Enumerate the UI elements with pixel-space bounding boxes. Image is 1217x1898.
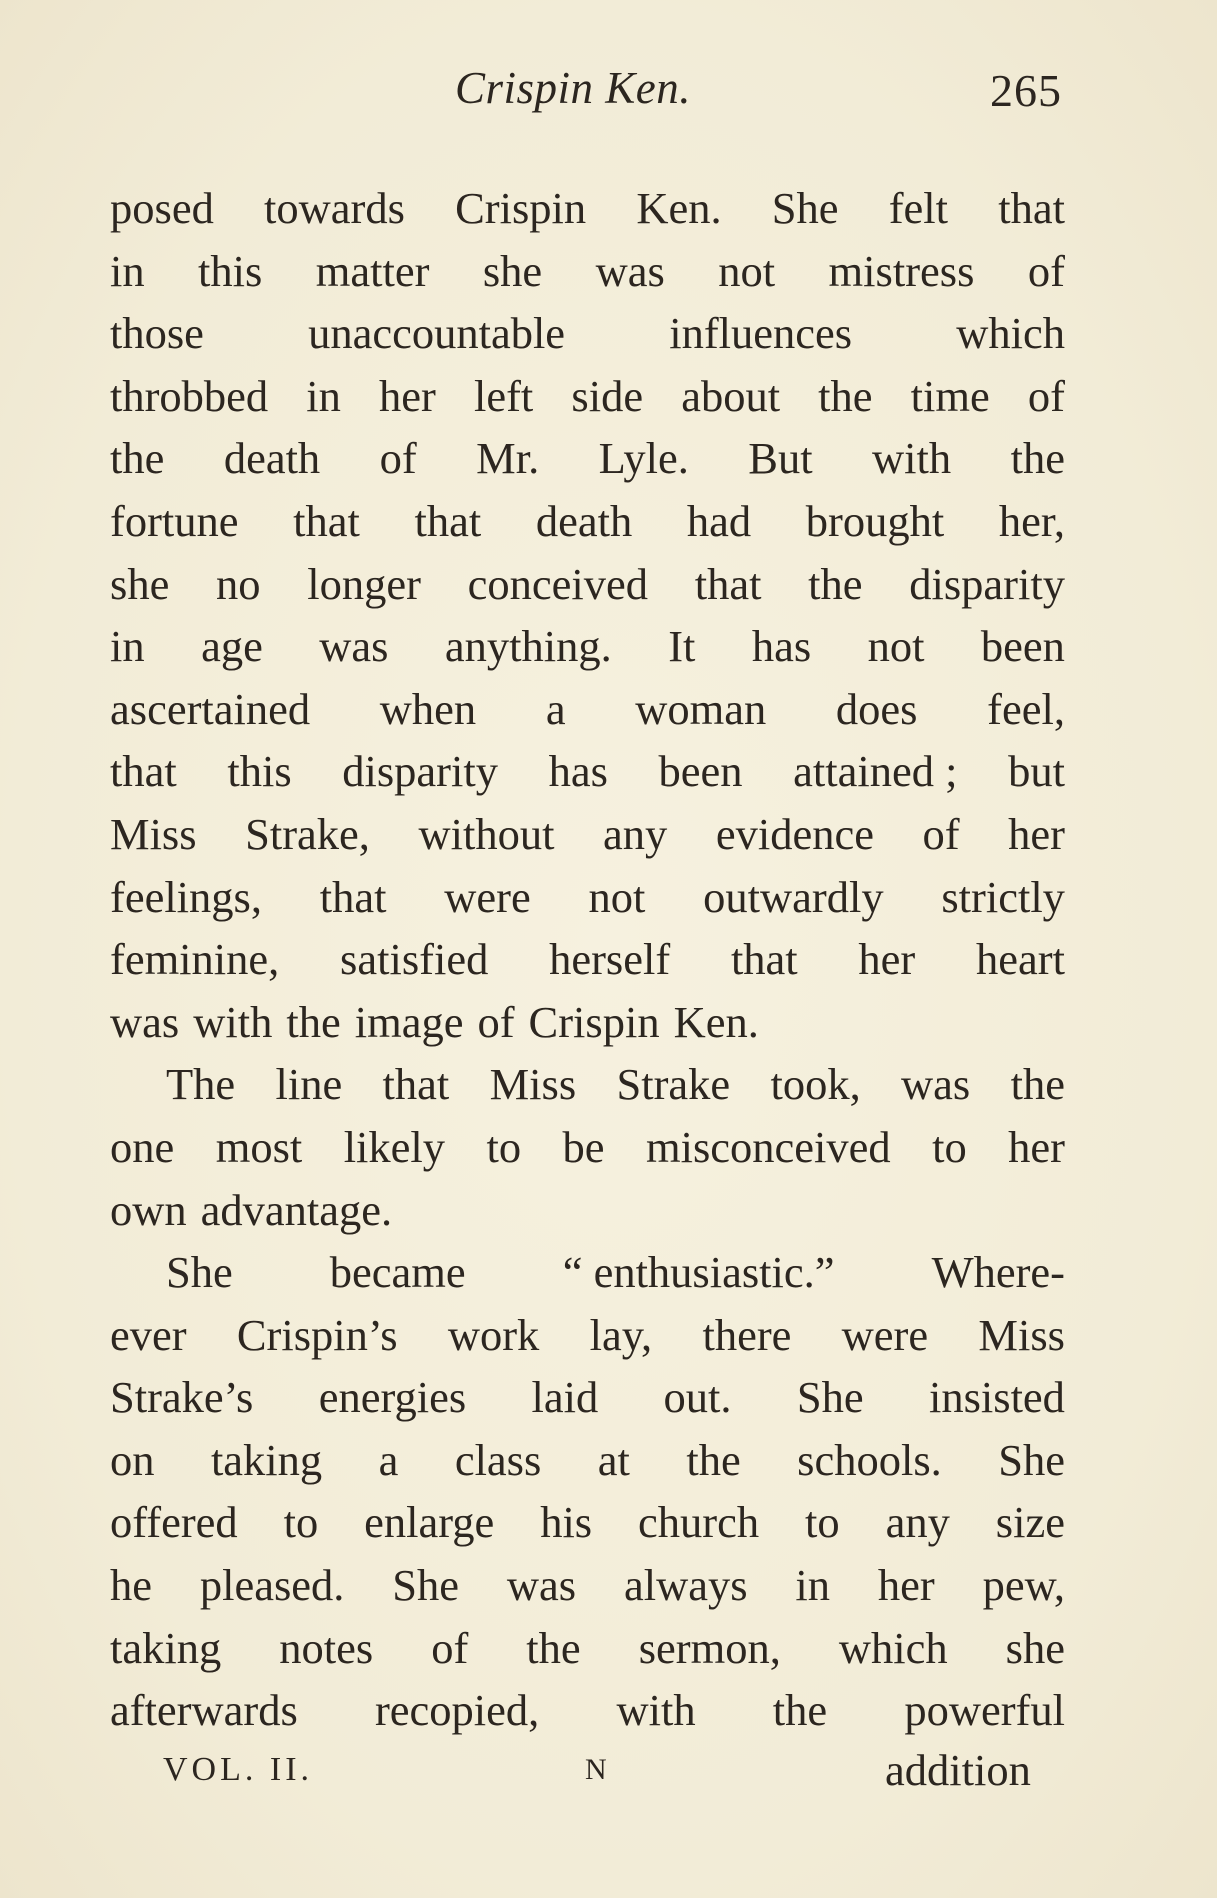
word: she — [110, 558, 170, 609]
word: throbbed — [110, 370, 269, 421]
volume-mark: VOL. II. — [163, 1751, 314, 1788]
word: size — [995, 1497, 1065, 1548]
text-line — [110, 490, 1065, 553]
word: of — [431, 1622, 469, 1673]
body-text — [110, 177, 1065, 1742]
word: her — [1008, 1121, 1065, 1172]
word: church — [638, 1497, 760, 1548]
word: in — [110, 245, 145, 296]
text-line — [110, 1491, 1065, 1554]
word: was — [110, 996, 180, 1047]
word: posed — [110, 183, 214, 233]
word: Strake, — [245, 808, 370, 859]
text-line — [110, 1554, 1065, 1617]
word: does — [835, 683, 918, 734]
word: heart — [976, 934, 1065, 985]
word: taking — [210, 1434, 323, 1485]
word: feminine, — [110, 934, 280, 985]
word: strictly — [941, 871, 1065, 922]
word: was — [319, 621, 389, 672]
text-line — [110, 678, 1065, 741]
word: Strake — [616, 1059, 731, 1110]
word: feel, — [987, 683, 1065, 734]
text-line — [110, 615, 1065, 678]
word: disparity — [342, 746, 498, 797]
word: time — [910, 370, 990, 421]
word: she — [1005, 1622, 1065, 1673]
word: that — [293, 495, 360, 546]
word: that — [998, 183, 1065, 233]
page-number: 265 — [990, 65, 1062, 116]
word: powerful — [904, 1685, 1065, 1736]
text-line — [110, 240, 1065, 303]
word: were — [841, 1309, 929, 1360]
word: unaccountable — [308, 308, 566, 359]
word: age — [201, 621, 263, 672]
word: out. — [663, 1372, 732, 1423]
word: fortune — [110, 495, 239, 546]
word: in — [110, 621, 145, 672]
catchword: addition — [885, 1745, 1031, 1795]
text-line — [110, 1116, 1065, 1179]
word: own — [110, 1184, 187, 1235]
word: advantage. — [200, 1184, 393, 1235]
word: not — [718, 245, 776, 296]
word: not — [588, 871, 646, 922]
word: longer — [307, 558, 421, 609]
word: to — [283, 1497, 319, 1548]
word: to — [932, 1121, 967, 1172]
word: Miss — [978, 1309, 1065, 1360]
word: her, — [998, 495, 1065, 546]
word: that — [110, 746, 177, 797]
word: She — [166, 1247, 233, 1298]
word: taking — [110, 1622, 222, 1673]
text-line — [110, 991, 1065, 1054]
word: always — [623, 1560, 748, 1611]
text-line — [110, 928, 1065, 991]
word: ever — [110, 1309, 187, 1360]
word: had — [686, 495, 752, 546]
text-line — [110, 1617, 1065, 1680]
word: pew, — [982, 1560, 1065, 1611]
word: Mr. — [476, 433, 540, 484]
word: towards — [264, 183, 405, 233]
word: mistress — [828, 245, 975, 296]
word: It — [668, 621, 696, 672]
word: that — [730, 934, 798, 985]
word: has — [751, 621, 812, 672]
word: the — [772, 1685, 828, 1736]
word: the — [818, 370, 873, 421]
running-title: Crispin Ken. — [455, 63, 692, 113]
word: She — [998, 1434, 1065, 1485]
word: the — [1010, 1059, 1065, 1110]
word: that — [694, 558, 762, 609]
word: not — [867, 621, 925, 672]
word: one — [110, 1121, 175, 1172]
word: when — [379, 683, 477, 734]
word: he — [110, 1560, 153, 1611]
word: with — [872, 433, 952, 484]
text-line — [110, 1304, 1065, 1367]
word: a — [545, 683, 566, 734]
word: line — [275, 1059, 343, 1110]
word: anything. — [444, 621, 612, 672]
word: her — [1008, 808, 1065, 859]
word: she — [482, 245, 543, 296]
word: image — [354, 996, 464, 1047]
word: Crispin — [528, 996, 660, 1047]
word: her — [877, 1560, 935, 1611]
word: notes — [279, 1622, 374, 1673]
word: matter — [315, 245, 430, 296]
word: death — [535, 495, 633, 546]
word: Crispin — [455, 183, 587, 233]
word: Where- — [931, 1247, 1065, 1298]
word: work — [447, 1309, 540, 1360]
text-line — [110, 1053, 1065, 1116]
word: be — [562, 1121, 605, 1172]
word: in — [795, 1560, 831, 1611]
word: Ken. — [673, 996, 759, 1047]
word: with — [616, 1685, 696, 1736]
text-line — [110, 1679, 1065, 1742]
word: of — [379, 433, 417, 484]
text-line — [110, 803, 1065, 866]
word: the — [110, 433, 165, 484]
word: Ken. — [636, 183, 722, 233]
word: Miss — [110, 808, 197, 859]
word: to — [486, 1121, 522, 1172]
word: felt — [888, 183, 949, 233]
word: in — [306, 370, 341, 421]
word: was — [901, 1059, 971, 1110]
word: disparity — [909, 558, 1065, 609]
word: to — [805, 1497, 840, 1548]
word: that — [382, 1059, 450, 1110]
word: took, — [770, 1059, 861, 1110]
word: “ enthusiastic.” — [562, 1247, 835, 1298]
running-head — [0, 62, 1217, 122]
text-line — [110, 427, 1065, 490]
word: influences — [669, 308, 853, 359]
word: recopied, — [374, 1685, 540, 1736]
word: class — [454, 1434, 542, 1485]
word: offered — [110, 1497, 238, 1548]
word: the — [686, 1434, 741, 1485]
word: been — [658, 746, 743, 797]
word: that — [319, 871, 387, 922]
word: any — [885, 1497, 950, 1548]
word: Lyle. — [598, 433, 689, 484]
word: but — [1008, 746, 1065, 797]
word: afterwards — [110, 1685, 298, 1736]
text-line — [110, 1179, 1065, 1242]
text-line — [110, 1429, 1065, 1492]
word: attained ; — [793, 746, 958, 797]
word: the — [286, 996, 341, 1047]
word: She — [771, 183, 839, 233]
word: feelings, — [110, 871, 262, 922]
word: woman — [635, 683, 767, 734]
word: left — [473, 370, 534, 421]
word: her — [379, 370, 436, 421]
word: satisfied — [340, 934, 489, 985]
word: was — [506, 1560, 577, 1611]
word: became — [329, 1247, 466, 1298]
word: enlarge — [364, 1497, 495, 1548]
word: Crispin’s — [236, 1309, 398, 1360]
word: which — [956, 308, 1065, 359]
word: there — [702, 1309, 792, 1360]
word: sermon, — [638, 1622, 781, 1673]
word: insisted — [928, 1372, 1065, 1423]
word: those — [110, 308, 204, 359]
word: energies — [318, 1372, 467, 1423]
word: ascertained — [110, 683, 311, 734]
text-line — [110, 866, 1065, 929]
word: of — [1027, 245, 1065, 296]
word: of — [1027, 370, 1065, 421]
word: at — [597, 1434, 630, 1485]
word: her — [858, 934, 916, 985]
word: side — [571, 370, 644, 421]
word: with — [193, 996, 273, 1047]
word: the — [526, 1622, 581, 1673]
word: But — [748, 433, 813, 484]
word: the — [1010, 433, 1065, 484]
word: on — [110, 1434, 155, 1485]
word: She — [796, 1372, 864, 1423]
word: been — [980, 621, 1065, 672]
word: She — [392, 1560, 460, 1611]
word: Strake’s — [110, 1372, 254, 1423]
text-line — [110, 1366, 1065, 1429]
text-line — [110, 740, 1065, 803]
word: no — [216, 558, 261, 609]
word: that — [414, 495, 482, 546]
word: was — [595, 245, 665, 296]
word: without — [418, 808, 555, 859]
word: lay, — [589, 1309, 653, 1360]
word: outwardly — [703, 871, 884, 922]
word: death — [223, 433, 321, 484]
text-line — [110, 177, 1065, 240]
word: which — [838, 1622, 948, 1673]
word: pleased. — [199, 1560, 345, 1611]
word: Miss — [489, 1059, 577, 1110]
word: likely — [343, 1121, 446, 1172]
word: evidence — [715, 808, 874, 859]
word: the — [808, 558, 863, 609]
word: this — [198, 245, 263, 296]
word: any — [603, 808, 668, 859]
word: schools. — [797, 1434, 942, 1485]
word: of — [477, 996, 515, 1047]
word: a — [378, 1434, 399, 1485]
word: brought — [805, 495, 945, 546]
signature-mark: N — [585, 1753, 607, 1786]
word: of — [922, 808, 960, 859]
word: this — [227, 746, 292, 797]
text-line — [110, 553, 1065, 616]
text-line — [110, 302, 1065, 365]
word: his — [540, 1497, 593, 1548]
word: has — [548, 746, 608, 797]
text-line — [110, 365, 1065, 428]
page-footer — [0, 1740, 1217, 1800]
word: were — [444, 871, 531, 922]
word: The — [166, 1059, 236, 1110]
word: most — [215, 1121, 303, 1172]
word: about — [681, 370, 781, 421]
text-line — [110, 1241, 1065, 1304]
word: herself — [549, 934, 671, 985]
word: misconceived — [645, 1121, 891, 1172]
word: conceived — [467, 558, 648, 609]
word: laid — [531, 1372, 599, 1423]
